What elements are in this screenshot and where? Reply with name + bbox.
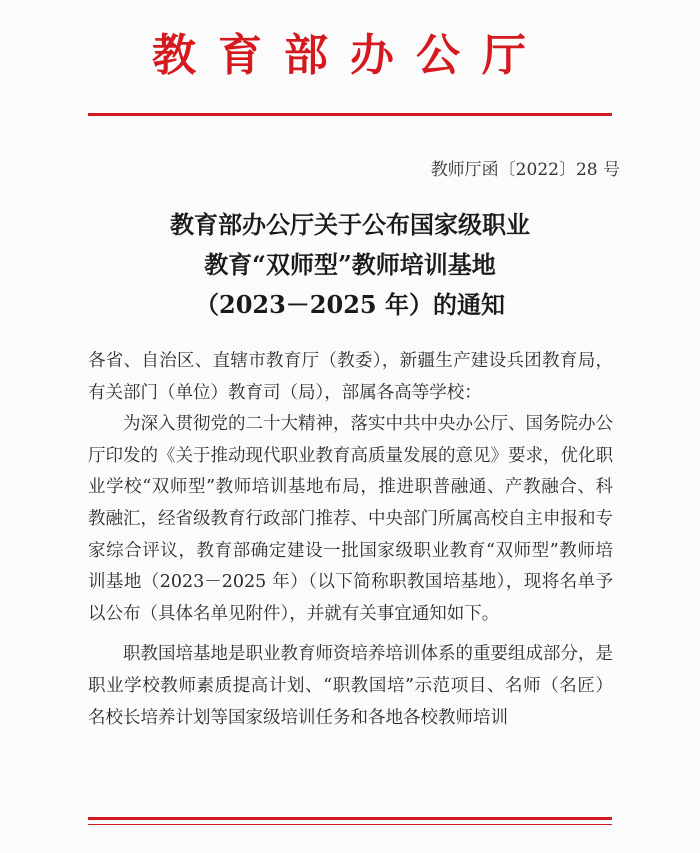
letterhead-issuer: 教育部办公厅 (152, 30, 548, 81)
paragraph-2: 职教国培基地是职业教育师资培养培训体系的重要组成部分，是职业学校教师素质提高计划、“职教国培”示范项目、名师（名匠）名校长培养计划等国家级培训任务和各地各校教师培训 (88, 644, 613, 728)
document-number: 教师厅函〔2022〕28 号 (430, 160, 620, 180)
title-line-2: 教育“双师型”教师培训基地 (204, 250, 496, 279)
document-title (0, 205, 700, 325)
title-line-1: 教育部办公厅关于公布国家级职业 (170, 210, 530, 239)
addressee: 各省、自治区、直辖市教育厅（教委），新疆生产建设兵团教育局，有关部门（单位）教育司（局），部属各高等学校： (88, 351, 613, 403)
document-body (88, 346, 613, 734)
paragraph-1: 为深入贯彻党的二十大精神，落实中共中央办公厅、国务院办公厅印发的《关于推动现代职业教育高质量发展的意见》要求，优化职业学校“双师型”教师培训基地布局，推进职普融通、产教融合、科教融汇，经省级教育行政部门推荐、中央部门所属高校自主申报和专家综合评议，教育部确定建设一批国家级职业教育“双师型”教师培训基地（2023－2025 年）（以下简称职教国培基地），现将名单予以公布（具体名单见附件），并就有关事宜通知如下。 (88, 414, 613, 624)
letterhead-red-rule (88, 113, 612, 116)
footer-red-rule (88, 817, 612, 820)
title-line-3: （2023－2025 年）的通知 (195, 290, 505, 319)
footer-thin-rule (88, 824, 612, 825)
